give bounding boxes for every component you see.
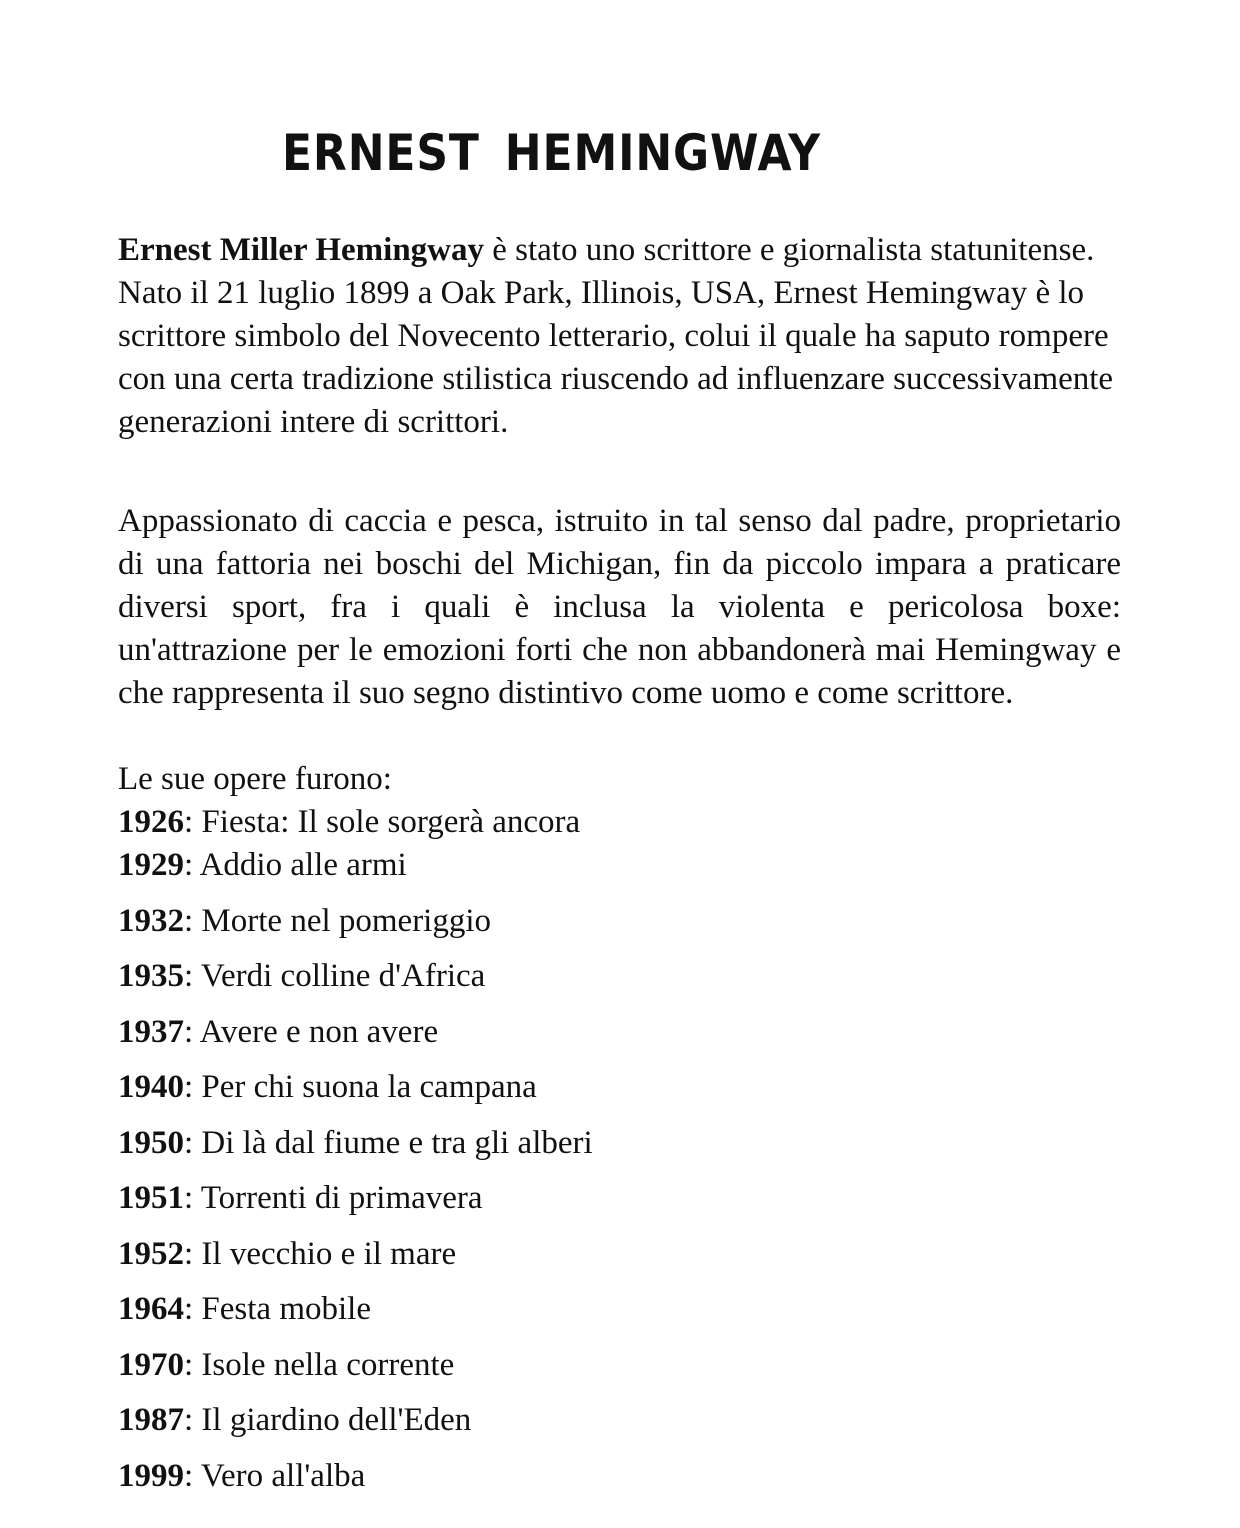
work-title: : Festa mobile: [184, 1291, 371, 1327]
list-item: [118, 1344, 593, 1400]
list-item: [118, 1011, 593, 1067]
list-item: [118, 900, 593, 956]
work-year: 1987: [118, 1402, 184, 1438]
work-title: : Il vecchio e il mare: [184, 1235, 457, 1272]
work-title: : Di là dal fiume e tra gli alberi: [184, 1124, 593, 1161]
work-title: : Addio alle armi: [184, 847, 407, 883]
work-year: 1935: [118, 958, 184, 994]
list-item: [118, 1455, 593, 1511]
work-title: : Vero all'alba: [184, 1457, 366, 1494]
list-item: [118, 1066, 593, 1122]
work-year: 1951: [118, 1180, 184, 1216]
list-item: [118, 1177, 593, 1233]
works-heading: Le sue opere furono:: [118, 761, 392, 797]
work-year: 1929: [118, 847, 184, 883]
work-title: : Per chi suona la campana: [184, 1069, 537, 1105]
work-title: : Isole nella corrente: [184, 1346, 455, 1383]
work-year: 1937: [118, 1013, 184, 1050]
page-title: ERNEST HEMINGWAY: [282, 124, 821, 182]
work-year: 1950: [118, 1124, 184, 1161]
works-list: [118, 801, 593, 1510]
work-year: 1940: [118, 1069, 184, 1105]
work-title: : Fiesta: Il sole sorgerà ancora: [184, 804, 581, 840]
work-year: 1964: [118, 1291, 184, 1327]
work-title: : Verdi colline d'Africa: [184, 958, 486, 994]
work-year: 1970: [118, 1346, 184, 1383]
author-full-name: Ernest Miller Hemingway: [118, 232, 484, 268]
work-title: : Il giardino dell'Eden: [184, 1402, 472, 1438]
list-item: [118, 1122, 593, 1178]
intro-paragraph: [118, 229, 1121, 444]
biography-paragraph: Appassionato di caccia e pesca, istruito in tal senso dal padre, proprietario di una fattoria nei boschi del Michigan, fin da piccolo impara a praticare diversi sport, fra i quali è inclusa la violenta e pericolosa boxe: un'attrazione per le emozioni forti che non abbandonerà mai Hemingway e che rappresenta il suo segno distintivo come uomo e come scrittore.: [118, 503, 1121, 711]
list-item: [118, 1288, 593, 1344]
list-item: [118, 844, 593, 900]
work-year: 1932: [118, 902, 184, 939]
work-title: : Torrenti di primavera: [184, 1180, 483, 1216]
work-year: 1999: [118, 1457, 184, 1494]
list-item: [118, 801, 593, 844]
work-title: : Morte nel pomeriggio: [184, 902, 492, 939]
work-title: : Avere e non avere: [184, 1013, 439, 1050]
work-year: 1926: [118, 804, 184, 840]
list-item: [118, 1399, 593, 1455]
list-item: [118, 955, 593, 1011]
intro-paragraph-text: è stato uno scrittore e giornalista statunitense. Nato il 21 luglio 1899 a Oak Park, Illinois, USA, Ernest Hemingway è lo scrittore simbolo del Novecento letterario, colui il quale ha saputo rompere con una certa tradizione stilistica riuscendo ad influenzare successivamente generazioni intere di scrittori.: [118, 232, 1114, 440]
work-year: 1952: [118, 1235, 184, 1272]
list-item: [118, 1233, 593, 1289]
